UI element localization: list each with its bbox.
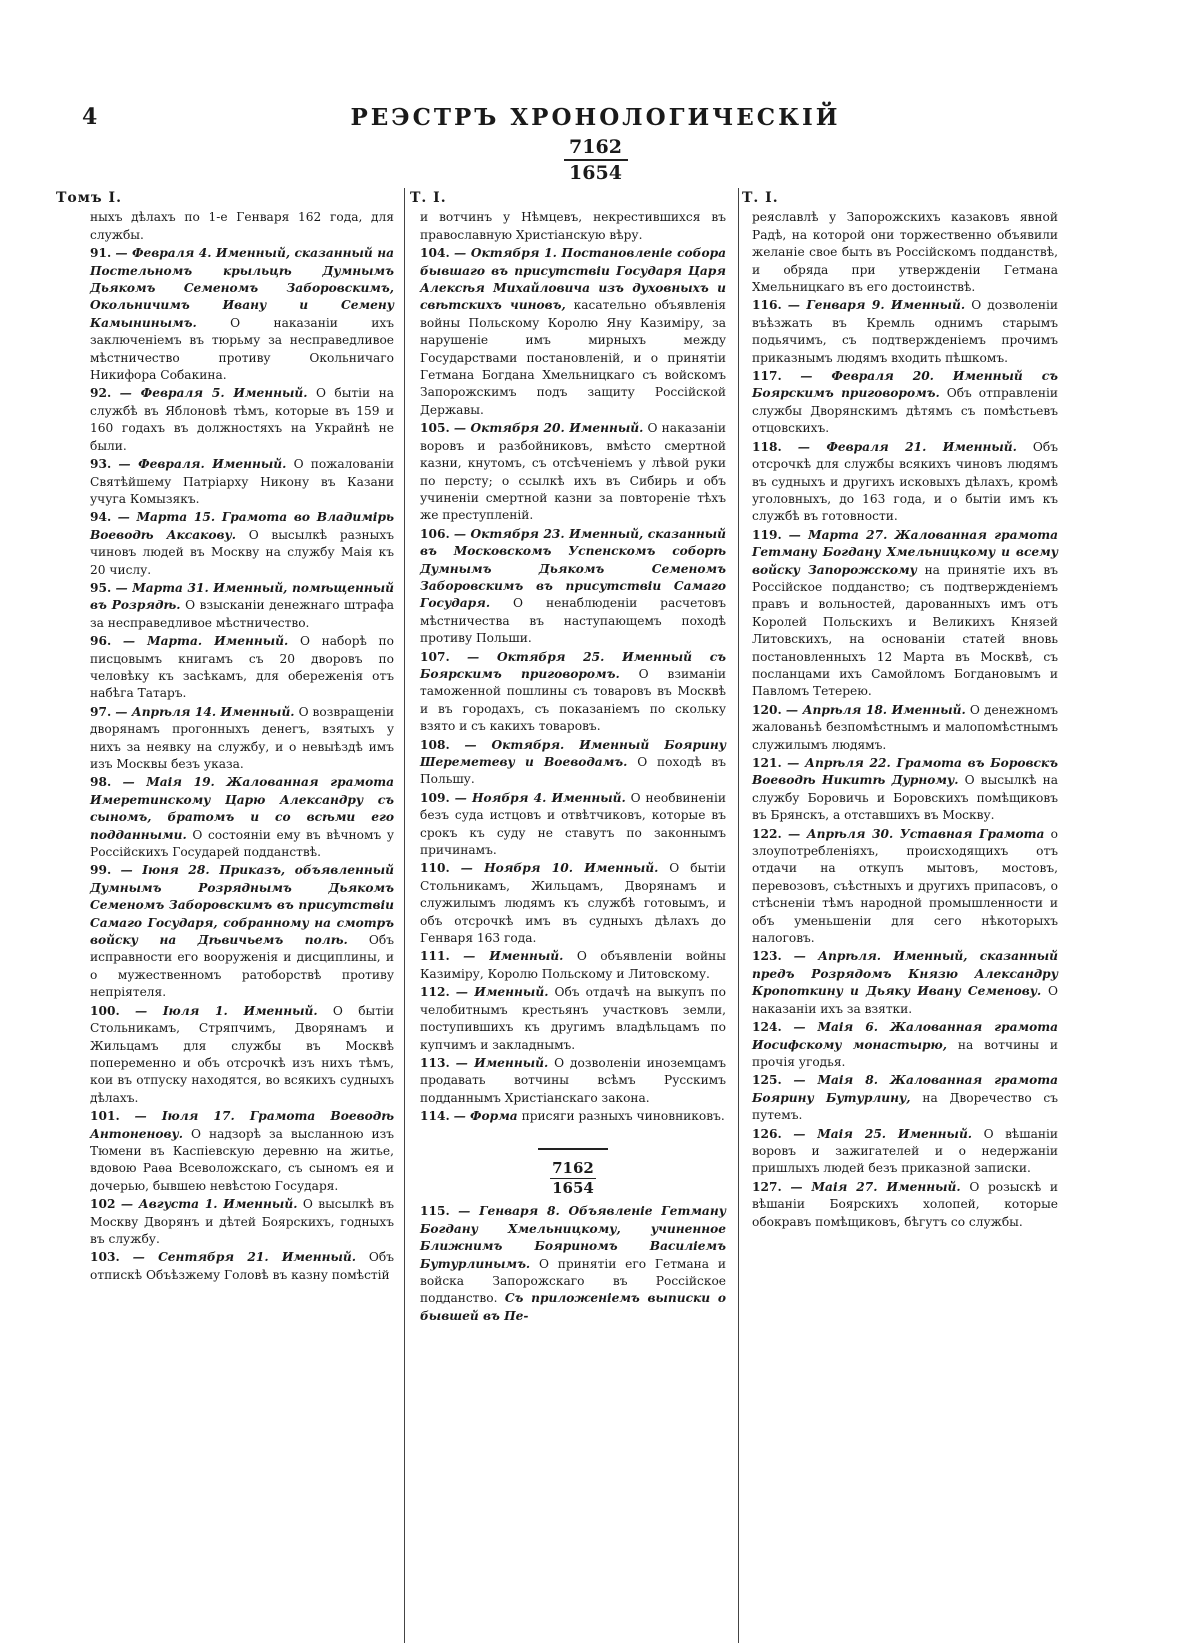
entry-heading: — Генваря 8. Объявленіе Гетману Богдану Хмельницкому, учиненное Ближнимъ Бояриномъ Василіемъ Бутурлинымъ.: [420, 1204, 726, 1271]
entry-number: 93.: [90, 457, 112, 472]
register-entry: [90, 580, 394, 632]
entry-number: 127.: [752, 1179, 782, 1194]
entry-number: 100.: [90, 1003, 120, 1018]
entry-text: Объ отпискѣ Объѣзжему Головѣ въ казну помѣстій: [90, 1250, 395, 1282]
register-entry: [420, 649, 726, 736]
sub-year-a: 7162: [552, 1158, 594, 1177]
register-entry: [752, 297, 1058, 367]
entry-number: 126.: [752, 1126, 782, 1141]
register-entry: [90, 704, 394, 774]
year-a: 7162: [569, 136, 622, 158]
entry-heading: — Іюля 17. Грамота Воеводѣ Антоненову.: [90, 1109, 394, 1141]
entry-number: 106.: [420, 526, 450, 541]
entry-number: 98.: [90, 775, 112, 790]
entry-text: о злоупотребленіяхъ, происходящихъ отъ отдачи на откупъ мытовъ, мостовъ, перевозовъ, съѣстныхъ и другихъ припасовъ, о стѣсненіи тѣмъ народной промышленности и объ уменьшеніи для сего нѣкоторыхъ налоговъ.: [752, 826, 1059, 946]
entry-number: 115.: [420, 1204, 450, 1219]
register-entry: [752, 1019, 1058, 1071]
entry-heading: — Апрѣля 30. Уставная Грамота: [787, 826, 1045, 841]
entry-text: О состояніи ему въ вѣчномъ у Россійскихъ Государей подданствѣ.: [90, 827, 394, 860]
entry-text: О розыскѣ и вѣшаніи Боярскихъ холопей, которые обокравъ помѣщиковъ, бѣгутъ со службы.: [752, 1179, 1059, 1229]
register-entry: [752, 439, 1058, 526]
entry-heading: — Апрѣля 14. Именный.: [115, 704, 295, 719]
register-entry: [420, 984, 726, 1054]
entry-text: О наказаніи ихъ заключеніемъ въ тюрьму за несправедливое мѣстничество противу Окольничаго Никифора Собакина.: [90, 315, 394, 383]
entry-text: О объявленіи войны Казиміру, Королю Польскому и Литовскому.: [420, 949, 727, 981]
entry-text: О бытіи Стольникамъ, Жильцамъ, Дворянамъ и служилымъ людямъ къ службѣ готовымъ, и объ отсрочкѣ имъ въ судныхъ дѣлахъ до Генваря 163 года.: [420, 861, 727, 946]
entry-text: Объ отправленіи службы Дворянскимъ дѣтямъ съ помѣстьевъ отцовскихъ.: [752, 386, 1058, 436]
entry-text: О бытіи на службѣ въ Яблоновѣ тѣмъ, которые въ 159 и 160 годахъ въ должностяхъ на Украйнѣ не были.: [90, 386, 395, 453]
volume-label: Т. I.: [742, 190, 779, 206]
entry-text: О дозволеніи въѣзжать въ Кремль однимъ старымъ подьячимъ, съ подтвержденіемъ прочимъ приказнымъ людямъ входить пѣшкомъ.: [752, 298, 1059, 365]
entry-number: 103.: [90, 1250, 120, 1265]
entry-heading: — Апрѣля. Именный, сказанный предъ Розрядомъ Князю Александру Кропоткину и Дьяку Ивану Семенову.: [752, 949, 1059, 999]
entry-number: 122.: [752, 826, 782, 841]
entry-text: О наказаніи ихъ за взятки.: [752, 984, 1059, 1016]
entry-text: на Дворечество съ путемъ.: [752, 1090, 1059, 1123]
entry-text: О высылкѣ въ Москву Дворянъ и дѣтей Боярскихъ, годныхъ въ службу.: [90, 1197, 395, 1246]
entry-heading: — Марта. Именный.: [122, 634, 289, 649]
entry-number: 101.: [90, 1109, 120, 1124]
entry-heading: — Августа 1. Именный.: [120, 1197, 298, 1212]
entry-heading: — Апрѣля 18. Именный.: [785, 702, 966, 717]
entry-number: 125.: [752, 1073, 782, 1088]
entry-heading: — Маія 6. Жалованная грамота Иосифскому монастырю,: [752, 1020, 1059, 1052]
entry-number: 95.: [90, 580, 112, 595]
year-b: 1654: [569, 162, 622, 184]
entry-heading: — Февраля 5. Именный.: [119, 386, 308, 401]
register-entry: [752, 702, 1058, 754]
register-entry: [90, 1249, 394, 1284]
entry-number: 120.: [752, 702, 782, 717]
entry-text: О высылкѣ разныхъ чиновъ людей въ Москву на службу Маія къ 20 числу.: [90, 527, 394, 577]
register-entry: [90, 509, 394, 579]
entry-text: О походѣ въ Польшу.: [420, 755, 726, 787]
register-entry: [90, 633, 394, 703]
entry-text: Объ исправности его вооруженія и дисциплины, и о мужественномъ ратоборствѣ противу непріятеля.: [90, 933, 394, 1000]
entry-number: 99.: [90, 863, 112, 878]
entry-number: 112.: [420, 985, 450, 1000]
entry-number: 104.: [420, 246, 450, 261]
entry-text: присяги разныхъ чиновниковъ.: [521, 1109, 725, 1124]
entry-number: 108.: [420, 737, 450, 752]
register-entry: [90, 1196, 394, 1248]
sub-year-heading: [420, 1148, 726, 1198]
entry-heading: — Маія 19. Жалованная грамота Имеретинскому Царю Александру съ сыномъ, братомъ и со всѣми его подданными.: [90, 775, 394, 842]
register-entry: [752, 826, 1058, 948]
entry-number: 110.: [420, 861, 450, 876]
register-entry: [90, 862, 394, 1001]
entry-heading: — Февраля 21. Именный.: [797, 439, 1017, 454]
entry-number: 96.: [90, 634, 112, 649]
entry-text: на вотчины и прочія угодья.: [752, 1037, 1058, 1069]
entry-number: 107.: [420, 649, 450, 664]
entry-heading: — Апрѣля 22. Грамота въ Боровскъ Воеводѣ Никитѣ Дурному.: [752, 756, 1059, 788]
register-entry: [90, 774, 394, 861]
entry-number: 102: [90, 1197, 116, 1212]
register-entry: [420, 790, 726, 860]
page-title: РЕЭСТРЪ ХРОНОЛОГИЧЕСКІЙ: [350, 104, 841, 131]
entry-heading: — Февраля 20. Именный съ Боярскимъ приговоромъ.: [752, 369, 1058, 401]
column-divider: [738, 188, 739, 1643]
register-entry: [420, 860, 726, 947]
entry-text: Объ отдачѣ на выкупъ по челобитнымъ крестьянъ участковъ земли, поступившихъ къ другимъ владѣльцамъ по купчимъ и закладнымъ.: [420, 985, 726, 1052]
entry-number: 97.: [90, 704, 112, 719]
entry-number: 105.: [420, 421, 450, 436]
entry-text: О наказаніи воровъ и разбойниковъ, вмѣсто смертной казни, кнутомъ, съ отсѣченіемъ у лѣвой руки по персту; о ссылкѣ ихъ въ Сибирь и объ учиненіи смертной казни за повтореніе тѣхъ же преступленій.: [420, 421, 727, 523]
entry-heading: — Марта 15. Грамота во Владимірь Воеводѣ Аксакову.: [90, 510, 394, 542]
entry-number: 94.: [90, 510, 112, 525]
entry-heading: — Октября 23. Именный, сказанный въ Московскомъ Успенскомъ соборѣ Думнымъ Дьякомъ Семеномъ Заборовскимъ въ присутствіи Самаго Государя.: [420, 526, 727, 611]
entry-number: 92.: [90, 386, 112, 401]
entry-heading: — Октября 20. Именный.: [453, 421, 644, 436]
register-entry: [420, 1108, 726, 1125]
register-entry: [752, 1179, 1058, 1231]
entry-heading: — Октября 1. Постановленіе собора бывшаго въ присутствіи Государя Царя Алексѣя Михайловича изъ духовныхъ и свѣтскихъ чиновъ,: [420, 246, 726, 313]
entry-text: О ненаблюденіи расчетовъ мѣстничества въ наступающемъ походѣ противу Польши.: [420, 596, 727, 646]
entry-heading: — Марта 31. Именный, помѣщенный въ Розрядѣ.: [90, 580, 394, 613]
register-entry: [420, 737, 726, 789]
entry-heading: — Марта 27. Жалованная грамота Гетману Богдану Хмельницкому и всему войску Запорожскому: [752, 527, 1058, 577]
entry-number: 117.: [752, 369, 782, 384]
entry-note: Съ приложеніемъ выписки о бывшей въ Пе-: [420, 1291, 726, 1323]
entry-text: О необвиненіи безъ суда истцовъ и отвѣтчиковъ, которые въ срокъ къ суду не ставутъ по законнымъ причинамъ.: [420, 790, 727, 858]
entry-heading: — Октября. Именный Боярину Шереметеву и Воеводамъ.: [420, 737, 726, 769]
entry-text: Объ отсрочкѣ для службы всякихъ чиновъ людямъ въ судныхъ и другихъ исковыхъ дѣлахъ, кромѣ уголовныхъ, до 163 года, и о бытіи имъ къ службѣ въ готовности.: [752, 439, 1058, 524]
entry-number: 118.: [752, 439, 782, 454]
volume-label: Томъ I.: [56, 190, 122, 206]
entry-number: 123.: [752, 949, 782, 964]
sub-year-b: 1654: [552, 1178, 594, 1197]
entry-heading: — Іюля 1. Именный.: [135, 1003, 318, 1018]
entry-heading: — Сентября 21. Именный.: [132, 1250, 356, 1265]
entry-text: О пожалованіи Святѣйшему Патріарху Никону въ Казани учуга Комызякъ.: [90, 457, 395, 506]
entry-heading: — Маія 27. Именный.: [790, 1179, 961, 1194]
register-entry: [752, 527, 1058, 701]
entry-heading: — Форма: [453, 1109, 518, 1124]
entry-number: 91.: [90, 246, 112, 261]
entry-text: О возвращеніи дворянамъ прогонныхъ денегъ, взятыхъ у нихъ за неявку на службу, и о невыѣздѣ имъ изъ Москвы безъ указа.: [90, 704, 395, 771]
entry-text: О бытіи Стольникамъ, Стряпчимъ, Дворянамъ и Жильцамъ для службы въ Москвѣ попеременно и объ отсрочкѣ изъ нихъ тѣмъ, кои въ отпуску находятся, во всякихъ судныхъ дѣлахъ.: [90, 1003, 395, 1105]
entry-heading: — Маія 8. Жалованная грамота Боярину Бутурлину,: [752, 1073, 1059, 1105]
register-entry: [90, 456, 394, 508]
register-entry: [90, 385, 394, 455]
entry-heading: — Именный.: [463, 949, 564, 964]
continuation-text: реяславлѣ у Запорожскихъ казаковъ явной Радѣ, на которой они торжественно объявили желаніе свое быть въ Россійскомъ подданствѣ, и обряда при утвержденіи Гетмана Хмельницкаго въ его достоинствѣ.: [752, 210, 1058, 295]
register-entry: [752, 368, 1058, 438]
register-entry: [420, 948, 726, 983]
entry-text: О наборѣ по писцовымъ книгамъ съ 20 дворовъ по человѣку къ засѣкамъ, для обереженія отъ набѣга Татаръ.: [90, 634, 395, 701]
entry-heading: — Генваря 9. Именный.: [787, 298, 966, 313]
entry-number: 119.: [752, 527, 782, 542]
entry-number: 111.: [420, 949, 450, 964]
page-number: 4: [82, 104, 98, 130]
entry-text: О принятіи его Гетмана и войска Запорожскаго въ Россійское подданство.: [420, 1256, 726, 1306]
entry-number: 113.: [420, 1055, 450, 1070]
column-3: [742, 190, 1059, 1232]
entry-number: 121.: [752, 756, 782, 770]
entry-text: О дозволеніи иноземцамъ продавать вотчины всѣмъ Русскимъ подданнымъ Христіанскаго закона.: [420, 1055, 727, 1105]
entry-text: О высылкѣ на службу Боровичь и Боровскихъ помѣщиковъ въ Брянскъ, а отставшихъ въ Москву.: [752, 773, 1058, 823]
entry-heading: — Ноября 10. Именный.: [460, 861, 659, 876]
entry-heading: — Ноября 4. Именный.: [454, 790, 626, 805]
entry-heading: — Именный.: [455, 985, 549, 1000]
volume-label: Т. I.: [410, 190, 447, 206]
entry-text: О взысканіи денежнаго штрафа за несправедливое мѣстничество.: [90, 598, 394, 630]
register-entry: [420, 245, 726, 419]
register-entry: [752, 755, 1058, 825]
entry-text: О надзорѣ за высланною изъ Тюмени въ Каспіевскую деревню на житье, вдовою Раѳа Всеволожскаго, съ сыномъ ея и дочерью, бывшею невѣстою Государя.: [90, 1126, 394, 1193]
entry-heading: — Февраля 4. Именный, сказанный на Постельномъ крыльцѣ Думнымъ Дьякомъ Семеномъ Заборовскимъ, Окольничимъ Ивану и Семену Камынинымъ.: [90, 246, 395, 330]
entry-heading: — Именный.: [455, 1055, 549, 1070]
entry-heading: — Февраля. Именный.: [118, 457, 287, 472]
section-rule: [538, 1148, 608, 1150]
entry-number: 114.: [420, 1109, 450, 1124]
entry-text: О взиманіи таможенной пошлины съ товаровъ въ Москвѣ и въ городахъ, съ показаніемъ по скольку взято и съ какихъ товаровъ.: [420, 666, 726, 734]
entry-text: О денежномъ жалованьѣ безпомѣстнымъ и малопомѣстнымъ служилымъ людямъ.: [752, 702, 1059, 752]
entry-text: касательно объявленія войны Польскому Королю Яну Казиміру, за нарушеніе имъ мирныхъ между Государствами постановленій, и о принятіи Гетмана Богдана Хмельницкаго съ войскомъ Запорожскимъ подъ защиту Россійской Державы.: [420, 298, 726, 417]
register-entry: [752, 1072, 1058, 1124]
entry-number: 124.: [752, 1020, 782, 1035]
year-heading: [0, 136, 1191, 184]
register-entry: [90, 1003, 394, 1107]
entry-text: на принятіе ихъ въ Россійское подданство; съ подтвержденіемъ правъ и вольностей, дарованныхъ имъ отъ Королей Польскихъ и Великихъ Князей Литовскихъ, на основаніи статей вновь постановленныхъ 12 Марта въ Москвѣ, съ посланцами ихъ Самойломъ Богдановымъ и Павломъ Тетерею.: [752, 562, 1058, 699]
register-entry: [420, 420, 726, 524]
entry-heading: — Октября 25. Именный съ Боярскимъ приговоромъ.: [420, 649, 726, 681]
column-1: [56, 190, 395, 1285]
entry-number: 116.: [752, 298, 782, 313]
entry-text: О вѣшаніи воровъ и зажигателей и о недержаніи пришлыхъ людей безъ приказной записки.: [752, 1126, 1059, 1176]
column-divider: [404, 188, 405, 1643]
register-entry: [420, 1055, 726, 1107]
entry-heading: — Маія 25. Именный.: [793, 1126, 973, 1141]
entry-number: 109.: [420, 790, 450, 805]
register-entry: [420, 526, 726, 648]
register-entry: [752, 1126, 1058, 1178]
register-entry: [90, 1108, 394, 1195]
continuation-text: и вотчинъ у Нѣмцевъ, некрестившихся въ православную Христіанскую вѣру.: [420, 210, 726, 242]
register-entry: [420, 1203, 726, 1325]
year-divider: [564, 159, 628, 161]
continuation-text: ныхъ дѣлахъ по 1-е Генваря 162 года, для службы.: [90, 210, 394, 242]
column-2: [410, 190, 727, 1326]
entry-heading: — Іюня 28. Приказъ, объявленный Думнымъ Розряднымъ Дьякомъ Семеномъ Заборовскимъ въ присутствіи Самаго Государя, собранному на смотръ войску на Дѣвичьемъ полѣ.: [90, 863, 395, 948]
register-entry: [752, 948, 1058, 1018]
register-entry: [90, 245, 394, 384]
